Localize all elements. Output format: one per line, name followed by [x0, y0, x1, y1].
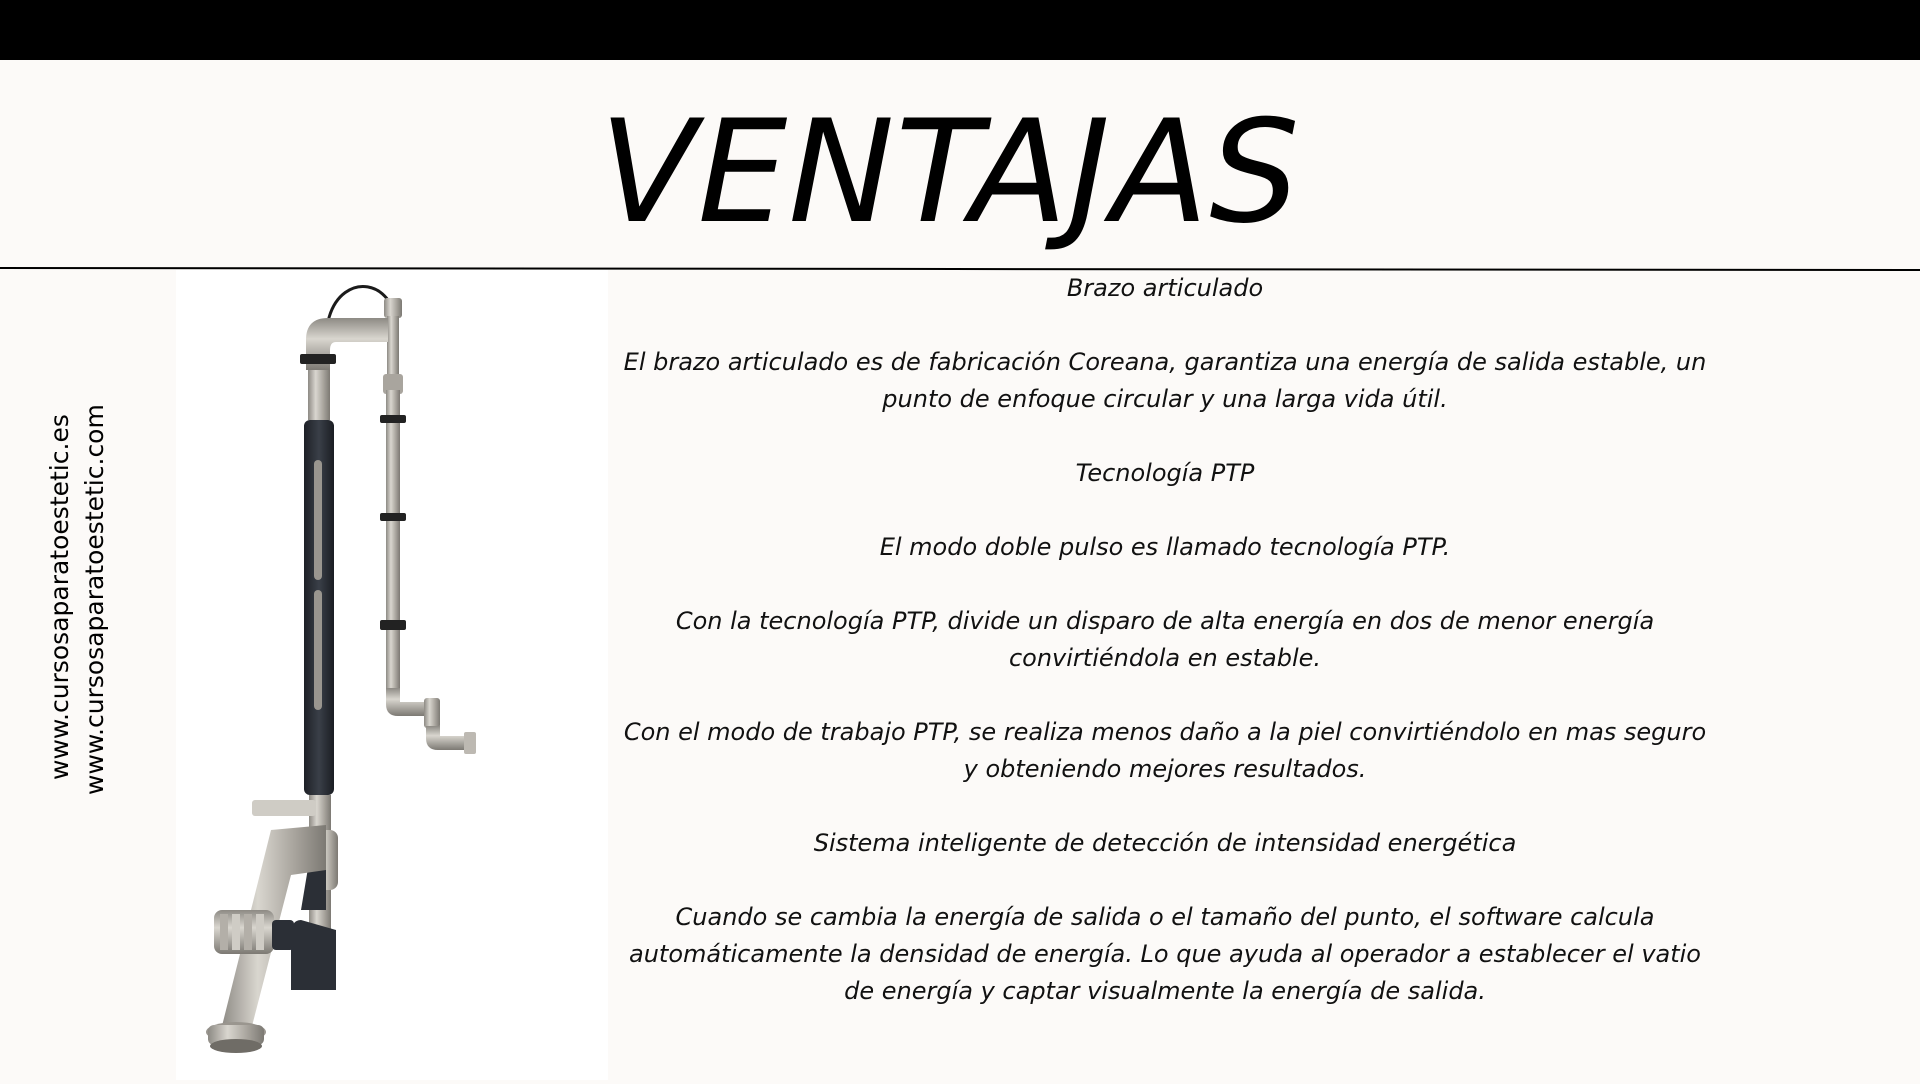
- paragraph-ptp-split: Con la tecnología PTP, divide un disparo de alta energía en dos de menor energía convirtiéndola en estable.: [675, 607, 1655, 672]
- heading-intelligent-system: Sistema inteligente de detección de intensidad energética: [813, 829, 1517, 857]
- page-title: VENTAJAS: [599, 90, 1301, 255]
- paragraph-double-pulse: El modo doble pulso es llamado tecnología PTP.: [879, 533, 1451, 561]
- articulated-arm-icon: [176, 270, 608, 1080]
- paragraph-ptp-safety: Con el modo de trabajo PTP, se realiza menos daño a la piel convirtiéndolo en mas seguro y obteniendo mejores resultados.: [623, 718, 1707, 783]
- paragraph-articulated-arm: El brazo articulado es de fabricación Coreana, garantiza una energía de salida estable, un punto de enfoque circular y una larga vida útil.: [623, 348, 1707, 413]
- paragraph-energy-density: Cuando se cambia la energía de salida o el tamaño del punto, el software calcula automáticamente la densidad de energía. Lo que ayuda al operador a establecer el vatio de energía y captar visualmente la energía de salida.: [628, 903, 1701, 1005]
- url-es-link[interactable]: www.cursosaparatoestetic.es: [45, 414, 74, 780]
- advantages-text: [620, 270, 1710, 1010]
- top-bar: [0, 0, 1920, 60]
- sidebar-urls: [45, 400, 115, 800]
- url-com-link[interactable]: www.cursosaparatoestetic.com: [80, 404, 109, 795]
- heading-articulated-arm: Brazo articulado: [1066, 274, 1264, 302]
- heading-ptp-technology: Tecnología PTP: [1075, 459, 1255, 487]
- product-image: [176, 270, 608, 1080]
